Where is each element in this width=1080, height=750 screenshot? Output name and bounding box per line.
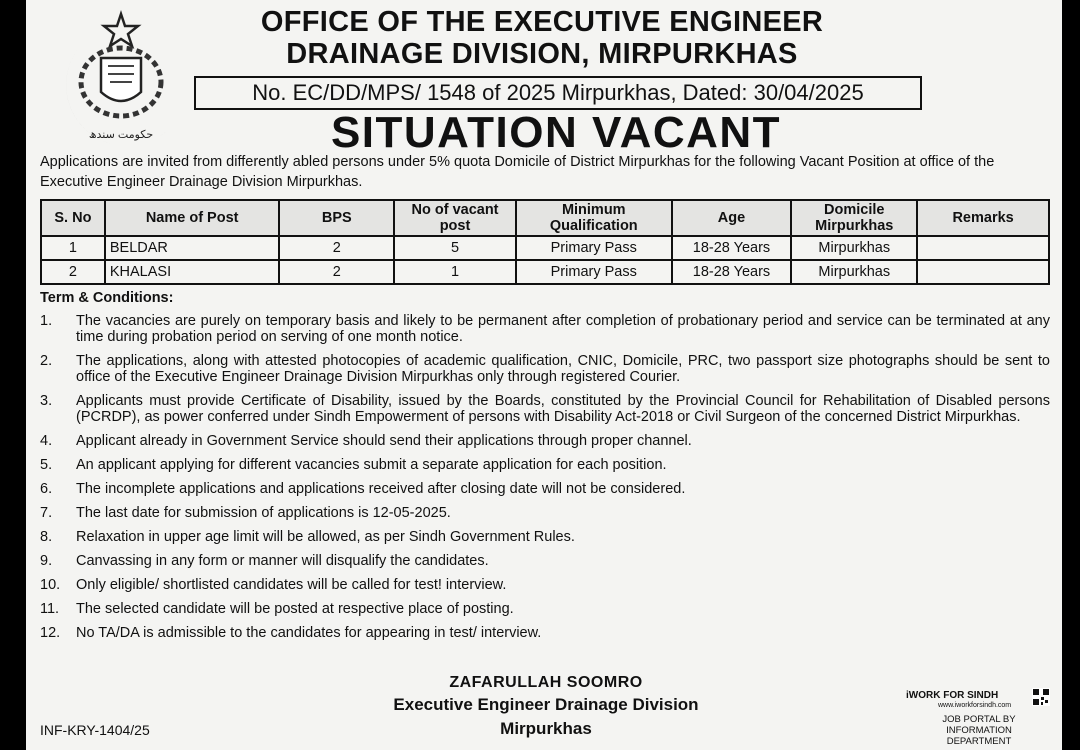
term-number: 5. (40, 457, 53, 473)
cell-domicile: Mirpurkhas (791, 260, 917, 284)
reference-number: No. EC/DD/MPS/ 1548 of 2025 Mirpurkhas, Dated: 30/04/2025 (194, 76, 922, 110)
signatory-title: Executive Engineer Drainage Division (393, 695, 699, 714)
list-item (40, 553, 1050, 569)
list-item (40, 313, 1050, 345)
col-header-vacant: No of vacant post (394, 200, 516, 236)
cell-domicile: Mirpurkhas (791, 236, 917, 260)
signatory-place: Mirpurkhas (500, 719, 592, 738)
col-header-bps: BPS (279, 200, 394, 236)
term-text: The last date for submission of applications is 12-05-2025. (76, 505, 451, 521)
cell-vacant: 5 (394, 236, 516, 260)
cell-bps: 2 (279, 260, 394, 284)
list-item (40, 577, 1050, 593)
list-item (40, 625, 1050, 641)
col-header-age: Age (672, 200, 792, 236)
inf-code: INF-KRY-1404/25 (40, 722, 150, 738)
list-item (40, 529, 1050, 545)
advertisement-sheet (26, 0, 1062, 750)
term-text: Applicant already in Government Service should send their applications through proper channel. (76, 433, 692, 449)
term-number: 2. (40, 353, 53, 369)
iwork-url: www.iworkforsindh.com (938, 702, 1012, 709)
cell-sno: 1 (41, 236, 105, 260)
list-item (40, 353, 1050, 385)
term-text: The selected candidate will be posted at respective place of posting. (76, 601, 514, 617)
list-item (40, 505, 1050, 521)
division-heading: DRAINAGE DIVISION, MIRPURKHAS (286, 38, 798, 70)
cell-age: 18-28 Years (672, 236, 792, 260)
terms-list (40, 313, 1050, 641)
col-header-qualification: Minimum Qualification (516, 200, 672, 236)
list-item (40, 393, 1050, 425)
table-header-row (41, 200, 1049, 236)
qr-code-icon (1032, 688, 1050, 706)
list-item (40, 457, 1050, 473)
cell-qualification: Primary Pass (516, 236, 672, 260)
cell-qualification: Primary Pass (516, 260, 672, 284)
sindh-government-seal-icon (46, 10, 196, 150)
term-number: 6. (40, 481, 53, 497)
term-text: Only eligible/ shortlisted candidates will be called for test! interview. (76, 577, 507, 593)
term-text: The applications, along with attested photocopies of academic qualification, CNIC, Domicile, PRC, two passport size photographs should be sent to office of the Executive Engineer Drainage Division Mirpurkhas only through registered Courier. (76, 353, 1050, 385)
list-item (40, 481, 1050, 497)
term-text: No TA/DA is admissible to the candidates for appearing in test/ interview. (76, 625, 542, 641)
term-text: The incomplete applications and applications received after closing date will not be considered. (76, 481, 686, 497)
cell-remarks (917, 260, 1049, 284)
term-number: 11. (40, 601, 60, 617)
col-header-domicile: Domicile Mirpurkhas (791, 200, 917, 236)
term-number: 12. (40, 625, 61, 641)
term-number: 10. (40, 577, 61, 593)
table-row (41, 260, 1049, 284)
term-number: 3. (40, 393, 53, 409)
term-text: Applicants must provide Certificate of Disability, issued by the Boards, constituted by the Provincial Council for Rehabilitation of Disabled persons (PCRDP), as power conferred under Sindh Empowerment of persons with Disability Act-2018 or Civil Surgeon of the concerned District Mirpurkhas. (76, 393, 1050, 425)
col-header-remarks: Remarks (917, 200, 1049, 236)
term-number: 4. (40, 433, 53, 449)
page-title: SITUATION VACANT (330, 108, 782, 157)
term-number: 9. (40, 553, 53, 569)
portal-caption (914, 714, 1044, 747)
term-number: 1. (40, 313, 53, 329)
cell-vacant: 1 (394, 260, 516, 284)
term-text: Relaxation in upper age limit will be allowed, as per Sindh Government Rules. (76, 529, 575, 545)
terms-heading: Term & Conditions: (40, 290, 174, 306)
cell-post: KHALASI (105, 260, 280, 284)
signatory-name: ZAFARULLAH SOOMRO (449, 674, 643, 691)
iwork-brand: iWORK FOR SINDH (906, 690, 999, 701)
intro-paragraph: Applications are invited from differently abled persons under 5% quota Domicile of District Mirpurkhas for the following Vacant Position at office of the Executive Engineer Drainage Division Mirpurkhas. (40, 154, 995, 190)
list-item (40, 433, 1050, 449)
term-text: The vacancies are purely on temporary basis and likely to be permanent after completion of probationary period and service can be terminated at any time during probation period on serving of one month notice. (76, 313, 1050, 345)
office-heading: OFFICE OF THE EXECUTIVE ENGINEER (260, 6, 824, 38)
term-number: 7. (40, 505, 53, 521)
iwork-for-sindh-badge (902, 688, 1052, 747)
term-text: An applicant applying for different vacancies submit a separate application for each position. (76, 457, 667, 473)
list-item (40, 601, 1050, 617)
portal-line2: INFORMATION DEPARTMENT (946, 725, 1012, 747)
cell-bps: 2 (279, 236, 394, 260)
cell-remarks (917, 236, 1049, 260)
cell-post: BELDAR (105, 236, 280, 260)
seal-script-text: حکومت سندھ (88, 129, 154, 141)
cell-sno: 2 (41, 260, 105, 284)
portal-line1: JOB PORTAL BY (942, 714, 1016, 725)
vacancy-table (40, 199, 1050, 285)
col-header-sno: S. No (41, 200, 105, 236)
term-number: 8. (40, 529, 53, 545)
term-text: Canvassing in any form or manner will disqualify the candidates. (76, 553, 489, 569)
table-row (41, 236, 1049, 260)
col-header-post: Name of Post (105, 200, 280, 236)
cell-age: 18-28 Years (672, 260, 792, 284)
